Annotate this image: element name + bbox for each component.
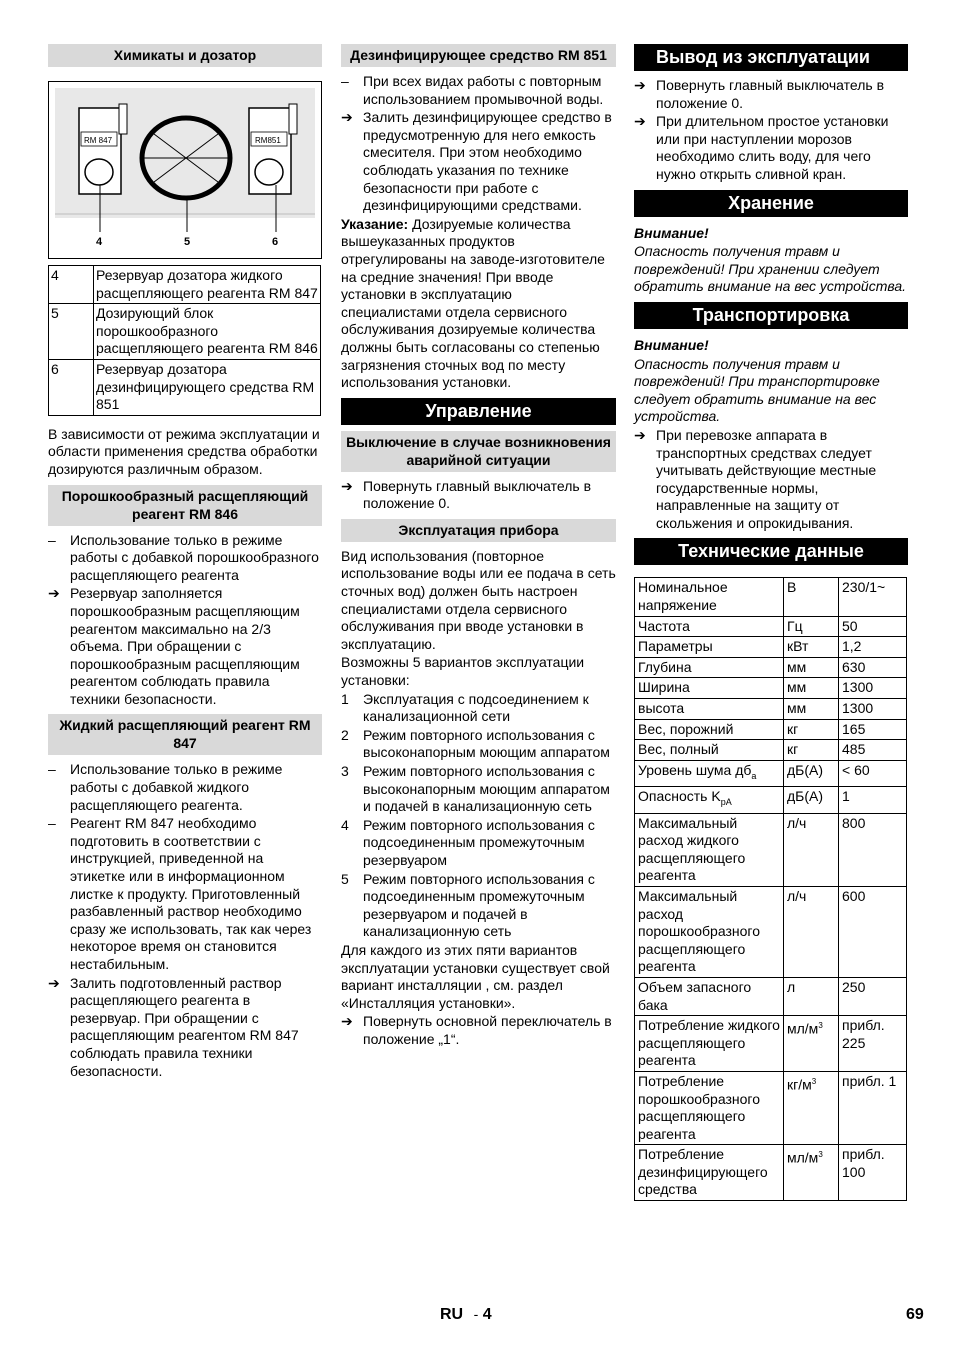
list-text: Повернуть главный выключатель в положение 0. — [656, 77, 885, 111]
footer-lang — [440, 1306, 492, 1324]
param-value: 1 — [839, 787, 907, 813]
section-heading-transport: Транспортировка — [634, 302, 908, 329]
table-row — [635, 977, 907, 1015]
table-row — [635, 787, 907, 813]
list-item — [341, 109, 616, 215]
param-name-text: Ширина — [638, 679, 690, 696]
param-unit-text: кг — [787, 741, 799, 758]
legend-text: Резервуар дозатора жидкого расщепляющего реагента RM 847 — [94, 266, 321, 304]
callout-5: 5 — [184, 236, 191, 248]
arrow-icon: ➔ — [341, 1013, 353, 1030]
param-value: 230/1~ — [839, 578, 907, 616]
list-text: Использование только в режиме работы с добавкой жидкого расщепляющего реагента. — [70, 761, 283, 813]
param-name-text: Вес, полный — [638, 741, 719, 758]
param-name — [635, 813, 784, 886]
param-unit — [784, 977, 839, 1015]
list-text: Режим повторного использования с высоконапорным моющим аппаратом и подачей в канализационную сеть — [363, 763, 610, 815]
warning-label: Внимание! — [634, 224, 709, 241]
dosing-figure — [48, 81, 322, 259]
section-heading-decommission: Вывод из эксплуатации — [634, 44, 908, 71]
param-value: 800 — [839, 813, 907, 886]
table-row — [635, 678, 907, 699]
paragraph: Для каждого из этих пяти вариантов эксплуатации установки существует свой вариант инсталляции , см. раздел «Инсталляция установки». — [341, 941, 610, 1011]
list-number: 4 — [341, 816, 349, 833]
section-heading-chemicals: Химикаты и дозатор — [48, 44, 322, 67]
param-value: 600 — [839, 886, 907, 977]
table-row — [635, 616, 907, 637]
param-name-text: Объем запасного бака — [638, 978, 752, 1013]
arrow-icon: ➔ — [48, 585, 60, 602]
arrow-icon: ➔ — [634, 113, 646, 130]
param-name-text: Потребление жидкого расщепляющего реагента — [638, 1017, 780, 1069]
list-marker: – — [48, 815, 56, 832]
column-left — [48, 44, 322, 1081]
note-text: Дозируемые количества вышеуказанных продуктов отрегулированы на заводе-изготовителе на средние значения! При вводе установки в эксплуатацию специалистами отдела сервисного обслуживания дозируемые количества должны быть согласованы со степенью загрязнения сточных вод по месту использования установки. — [341, 215, 605, 391]
param-name-text: Опасность K — [638, 788, 721, 805]
param-name — [635, 787, 784, 813]
page-number: 69 — [906, 1306, 924, 1323]
list-number: 5 — [341, 870, 349, 887]
param-value: прибл. 100 — [839, 1145, 907, 1201]
param-subscript: a — [751, 770, 757, 781]
param-superscript: 3 — [818, 1150, 823, 1160]
arrow-icon: ➔ — [341, 109, 353, 126]
list-marker: – — [48, 761, 56, 778]
param-name-text: высота — [638, 700, 685, 717]
list-text: При перевозке аппарата в транспортных средствах следует учитывать действующие местные государственные нормы, направленные на защиту от скольжения и опрокидывания. — [656, 426, 877, 531]
list-text: Повернуть основной переключатель в положение „1“. — [363, 1013, 612, 1047]
param-value: 50 — [839, 616, 907, 637]
param-value: 1300 — [839, 678, 907, 699]
list-item — [48, 585, 322, 708]
note-paragraph — [341, 216, 616, 392]
param-name-text: Вес, порожний — [638, 720, 734, 737]
param-unit-text: В — [787, 579, 797, 596]
param-unit-text: дБ(А) — [787, 761, 824, 778]
param-unit-text: кг — [787, 720, 799, 737]
param-unit — [784, 616, 839, 637]
table-row — [635, 637, 907, 658]
table-row — [635, 578, 907, 616]
param-unit-text: л/ч — [787, 814, 807, 831]
param-name — [635, 1145, 784, 1201]
section-heading-rm847: Жидкий расщепляющий реагент RM 847 — [48, 714, 322, 755]
param-value: прибл. 225 — [839, 1016, 907, 1072]
arrow-icon: ➔ — [634, 77, 646, 93]
param-value: 485 — [839, 740, 907, 761]
param-unit — [784, 740, 839, 761]
param-name-text: Потребление дезинфицирующего средства — [638, 1146, 768, 1198]
param-value: < 60 — [839, 760, 907, 786]
section-heading-technical-data: Технические данные — [634, 538, 908, 565]
param-name-text: Параметры — [638, 638, 713, 655]
param-unit — [784, 760, 839, 786]
param-name — [635, 699, 784, 720]
section-heading-rm846: Порошкообразный расщепляющий реагент RM 846 — [48, 485, 322, 526]
param-unit — [784, 1145, 839, 1201]
param-name-text: Потребление порошкообразного расщепляющего реагента — [638, 1072, 760, 1142]
list-number: 1 — [341, 690, 349, 707]
table-row — [635, 740, 907, 761]
table-row — [49, 266, 321, 304]
arrow-icon: ➔ — [634, 426, 646, 443]
list-item — [48, 815, 322, 973]
table-row — [635, 1145, 907, 1201]
list-item — [48, 532, 322, 585]
param-name — [635, 1071, 784, 1144]
param-unit — [784, 787, 839, 813]
label-rm851: RM851 — [255, 136, 281, 145]
param-unit-text: л/ч — [787, 887, 807, 904]
label-rm847: RM 847 — [84, 136, 113, 145]
list-item — [48, 975, 322, 1081]
param-unit — [784, 1016, 839, 1072]
param-unit — [784, 886, 839, 977]
param-superscript: 3 — [811, 1076, 817, 1086]
param-value: прибл. 1 — [839, 1071, 907, 1144]
section-heading-emergency: Выключение в случае возникновения аварийной ситуации — [341, 431, 616, 472]
param-unit-text: л — [787, 978, 796, 995]
list-item — [341, 73, 616, 108]
param-unit — [784, 578, 839, 616]
section-heading-device-operation: Эксплуатация прибора — [341, 519, 616, 542]
section-heading-storage: Хранение — [634, 190, 908, 217]
param-unit — [784, 637, 839, 658]
list-item — [341, 871, 616, 941]
list-item — [634, 427, 908, 533]
section-heading-rm851: Дезинфицирующее средство RM 851 — [341, 44, 616, 67]
column-right — [634, 44, 908, 1201]
list-item — [48, 761, 322, 814]
table-row — [635, 813, 907, 886]
table-row — [635, 760, 907, 786]
list-number: 3 — [341, 763, 349, 779]
list-text: Использование только в режиме работы с добавкой порошкообразного расщепляющего реагента — [70, 531, 319, 583]
param-unit-text: мм — [787, 658, 807, 675]
table-row — [49, 359, 321, 415]
table-row — [635, 886, 907, 977]
arrow-icon: ➔ — [48, 974, 60, 991]
table-row — [635, 719, 907, 740]
param-unit-text: мл/м — [787, 1149, 819, 1166]
list-text: Режим повторного использования с высоконапорным моющим аппаратом — [363, 726, 610, 761]
param-unit — [784, 1071, 839, 1144]
param-value: 1300 — [839, 699, 907, 720]
list-item — [634, 113, 908, 183]
list-text: Режим повторного использования с подсоединенным промежуточным резервуаром — [363, 816, 595, 868]
paragraph: Возможны 5 вариантов эксплуатации установки: — [341, 654, 585, 689]
callout-4: 4 — [96, 236, 103, 248]
footer-language: RU — [440, 1306, 464, 1323]
list-item — [341, 817, 616, 870]
list-text: При длительном простое установки или при наступлении морозов необходимо слить воду, для чего нужно открыть сливной кран. — [656, 113, 889, 182]
list-item — [341, 1013, 616, 1048]
param-subscript: pA — [720, 797, 732, 807]
param-unit-text: кВт — [787, 638, 809, 655]
param-unit-text: кг/м — [787, 1076, 812, 1093]
list-item — [634, 77, 908, 112]
warning-text: Опасность получения травм и повреждений! При хранении следует обратить внимание на вес устройства. — [634, 243, 907, 295]
figure-legend-table — [48, 265, 321, 416]
param-unit-text: дБ(А) — [787, 788, 824, 805]
list-text: При всех видах работы с повторным использованием промывочной воды. — [363, 73, 604, 107]
footer-separator: - — [473, 1306, 479, 1322]
arrow-icon: ➔ — [341, 477, 353, 494]
param-superscript: 3 — [818, 1021, 823, 1031]
legend-number: 5 — [49, 304, 94, 360]
param-value: 165 — [839, 719, 907, 740]
section-heading-operation: Управление — [341, 398, 616, 425]
table-row — [635, 1071, 907, 1144]
list-text: Реагент RM 847 необходимо подготовить в соответствии с инструкцией, приведенной на этикетке или в информационном листке к продукту. Приготовленный разбавленный раствор необходимо сразу же использовать, так как через некоторое время он становится нестабильным. — [70, 815, 312, 972]
list-text: Залить дезинфицирующее средство в предусмотренную для него емкость смесителя. При этом необходимо соблюдать указания по технике безопасности при работе с дезинфицирующими средствами. — [363, 109, 612, 214]
param-name — [635, 977, 784, 1015]
list-text: Резервуар заполняется порошкообразным расщепляющим реагентом максимально на 2/3 объема. При обращении с порошкообразным расщепляющим реагентом соблюдать правила техники безопасности. — [70, 585, 300, 707]
param-unit — [784, 699, 839, 720]
paragraph: Вид использования (повторное использование воды или ее подача в сеть сточных вод) должен быть настроен специалистами отдела сервисного обслуживания при вводе установки в эксплуатацию. — [341, 547, 616, 652]
list-text: Режим повторного использования с подсоединенным промежуточным резервуаром и подачей в канализационную сеть — [363, 870, 595, 940]
param-name — [635, 637, 784, 658]
param-unit — [784, 813, 839, 886]
param-unit — [784, 719, 839, 740]
column-middle — [341, 44, 616, 1050]
param-name-text: Максимальный расход жидкого расщепляющего реагента — [638, 814, 746, 884]
param-unit-text: Гц — [787, 617, 803, 634]
table-row — [635, 657, 907, 678]
param-name-text: Номинальное напряжение — [638, 579, 728, 614]
param-name — [635, 760, 784, 786]
dosing-diagram-image — [49, 82, 321, 258]
param-name — [635, 678, 784, 699]
list-text: Повернуть главный выключатель в положение 0. — [363, 477, 592, 512]
param-unit-text: мл/м — [787, 1020, 819, 1037]
param-unit-text: мм — [787, 700, 807, 717]
warning-text: Опасность получения травм и повреждений! При транспортировке следует обратить внимание на вес устройства. — [634, 355, 880, 425]
list-item — [341, 763, 616, 816]
param-name-text: Глубина — [638, 658, 692, 675]
table-row — [49, 304, 321, 360]
param-value: 250 — [839, 977, 907, 1015]
param-unit — [784, 657, 839, 678]
legend-number: 6 — [49, 359, 94, 415]
param-unit — [784, 678, 839, 699]
warning-label: Внимание! — [634, 336, 709, 353]
list-text: Залить подготовленный раствор расщепляющего реагента в резервуар. При обращении с расщепляющим реагентом RM 847 соблюдать правила техники безопасности. — [70, 974, 299, 1079]
param-name — [635, 616, 784, 637]
footer-section-number: 4 — [482, 1306, 492, 1323]
list-marker: – — [48, 531, 56, 548]
param-value: 630 — [839, 657, 907, 678]
param-name — [635, 719, 784, 740]
callout-6: 6 — [272, 236, 279, 248]
param-name — [635, 886, 784, 977]
legend-text: Дозирующий блок порошкообразного расщепляющего реагента RM 846 — [94, 304, 321, 360]
table-row — [635, 699, 907, 720]
list-text: Эксплуатация с подсоединением к канализационной сети — [363, 690, 589, 725]
param-name — [635, 657, 784, 678]
paragraph: В зависимости от режима эксплуатации и области применения средства обработки дозируются различным образом. — [48, 425, 320, 477]
param-unit-text: мм — [787, 679, 807, 696]
param-name-text: Частота — [638, 617, 690, 634]
note-label: Указание: — [341, 215, 409, 232]
param-name — [635, 1016, 784, 1072]
list-item — [341, 478, 616, 513]
param-name-text: Максимальный расход порошкообразного расщепляющего реагента — [638, 887, 760, 975]
param-name-text: Уровень шума дб — [638, 761, 752, 778]
param-name — [635, 578, 784, 616]
list-item — [341, 691, 616, 726]
legend-number: 4 — [49, 266, 94, 304]
list-number: 2 — [341, 726, 349, 743]
list-item — [341, 727, 616, 762]
technical-data-table — [634, 577, 907, 1201]
list-marker: – — [341, 73, 349, 89]
table-row — [635, 1016, 907, 1072]
legend-text: Резервуар дозатора дезинфицирующего средства RM 851 — [94, 359, 321, 415]
param-value: 1,2 — [839, 637, 907, 658]
param-name — [635, 740, 784, 761]
